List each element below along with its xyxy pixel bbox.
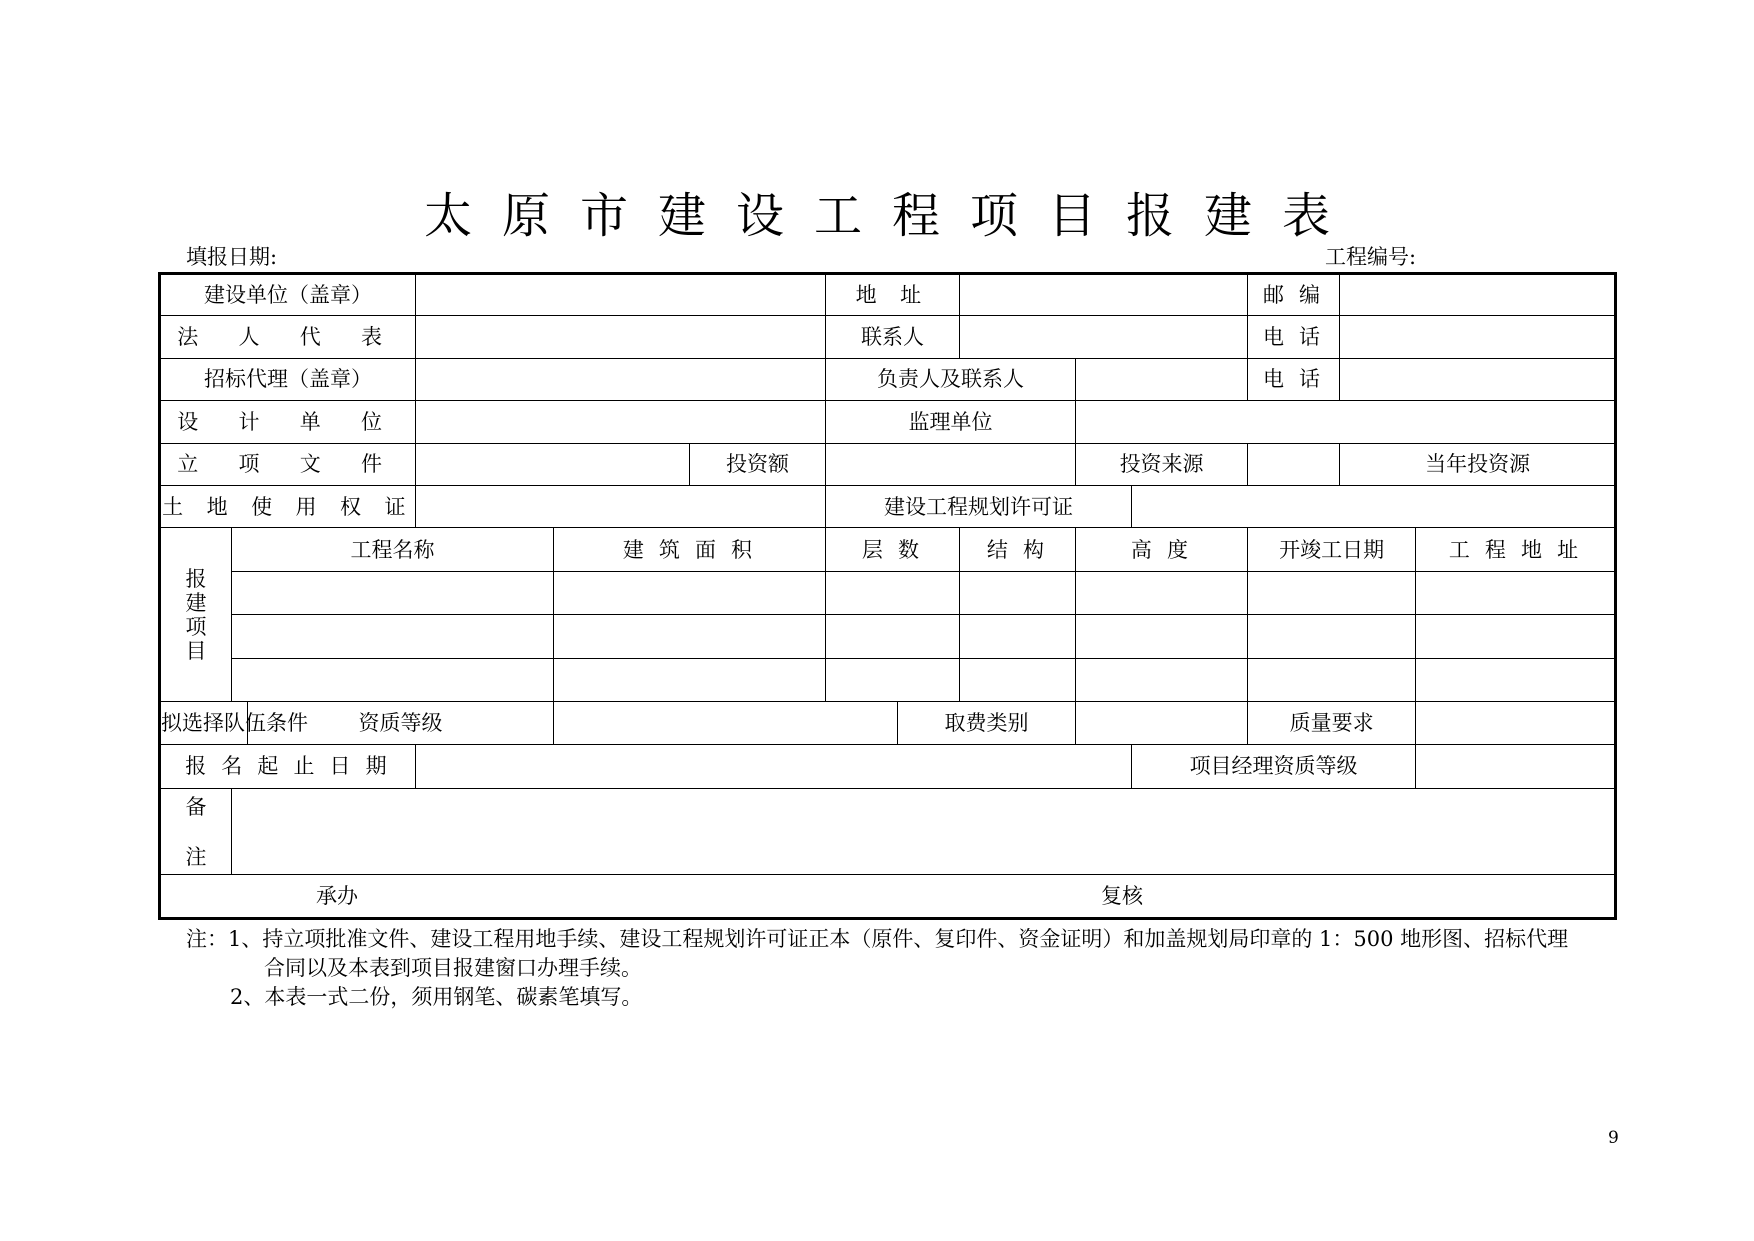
fee-type-field[interactable] bbox=[1076, 701, 1248, 744]
page-number: 9 bbox=[1608, 1128, 1619, 1148]
builder-label: 建设单位（盖章） bbox=[160, 274, 416, 316]
address-field[interactable] bbox=[960, 274, 1248, 316]
invest-source-label: 投资来源 bbox=[1076, 443, 1248, 485]
team-conditions-label: 拟选择队伍条件 bbox=[160, 701, 248, 744]
signup-dates-field[interactable] bbox=[416, 745, 1132, 788]
planning-permit-field[interactable] bbox=[1132, 485, 1616, 527]
pm-qualification-label: 项目经理资质等级 bbox=[1132, 745, 1416, 788]
qualification-label: 资质等级 bbox=[248, 701, 554, 744]
site-cell[interactable] bbox=[1416, 571, 1616, 614]
height-cell[interactable] bbox=[1076, 615, 1248, 658]
structure-cell[interactable] bbox=[960, 571, 1076, 614]
dates-cell[interactable] bbox=[1248, 658, 1416, 701]
project-number-label: 工程编号: bbox=[1325, 245, 1417, 269]
site-cell[interactable] bbox=[1416, 658, 1616, 701]
dates-cell[interactable] bbox=[1248, 615, 1416, 658]
contact-field[interactable] bbox=[960, 316, 1248, 358]
signup-dates-label: 报 名 起 止 日 期 bbox=[160, 745, 416, 788]
area-cell[interactable] bbox=[554, 571, 826, 614]
col-floors: 层 数 bbox=[826, 528, 960, 571]
agent-contact-field[interactable] bbox=[1076, 358, 1248, 400]
col-structure: 结 构 bbox=[960, 528, 1076, 571]
registration-form-table bbox=[158, 272, 1617, 920]
height-cell[interactable] bbox=[1076, 571, 1248, 614]
phone-field[interactable] bbox=[1340, 316, 1616, 358]
postcode-field[interactable] bbox=[1340, 274, 1616, 316]
fee-type-label: 取费类别 bbox=[898, 701, 1076, 744]
form-title: 太原市建设工程项目报建表 bbox=[423, 188, 1360, 244]
investment-field[interactable] bbox=[826, 443, 1076, 485]
col-project-name: 工程名称 bbox=[232, 528, 554, 571]
supervisor-field[interactable] bbox=[1076, 401, 1616, 443]
note-line-3: 2、本表一式二份，须用钢笔、碳素笔填写。 bbox=[230, 985, 643, 1009]
sign-off-row bbox=[160, 875, 1616, 919]
structure-cell[interactable] bbox=[960, 615, 1076, 658]
note-line-2: 合同以及本表到项目报建窗口办理手续。 bbox=[264, 956, 642, 980]
annual-invest-label: 当年投资源 bbox=[1340, 443, 1616, 485]
planning-permit-label: 建设工程规划许可证 bbox=[826, 485, 1132, 527]
invest-source-field[interactable] bbox=[1248, 443, 1340, 485]
area-cell[interactable] bbox=[554, 658, 826, 701]
floors-cell[interactable] bbox=[826, 571, 960, 614]
agent-field[interactable] bbox=[416, 358, 826, 400]
phone-label: 电 话 bbox=[1248, 316, 1340, 358]
land-cert-label: 土 地 使 用 权 证 bbox=[160, 485, 416, 527]
builder-field[interactable] bbox=[416, 274, 826, 316]
area-cell[interactable] bbox=[554, 615, 826, 658]
height-cell[interactable] bbox=[1076, 658, 1248, 701]
approval-label: 立 项 文 件 bbox=[160, 443, 416, 485]
address-label: 地 址 bbox=[826, 274, 960, 316]
project-name-cell[interactable] bbox=[232, 658, 554, 701]
col-dates: 开竣工日期 bbox=[1248, 528, 1416, 571]
postcode-label: 邮 编 bbox=[1248, 274, 1340, 316]
approval-field[interactable] bbox=[416, 443, 690, 485]
contact-label: 联系人 bbox=[826, 316, 960, 358]
col-height: 高 度 bbox=[1076, 528, 1248, 571]
col-site: 工 程 地 址 bbox=[1416, 528, 1616, 571]
supervisor-label: 监理单位 bbox=[826, 401, 1076, 443]
agent-phone-field[interactable] bbox=[1340, 358, 1616, 400]
project-items-label: 报 建 项 目 bbox=[160, 528, 232, 702]
notes-block bbox=[186, 925, 1626, 1012]
handler-label: 承办 bbox=[316, 884, 358, 909]
land-cert-field[interactable] bbox=[416, 485, 826, 527]
project-name-cell[interactable] bbox=[232, 615, 554, 658]
designer-field[interactable] bbox=[416, 401, 826, 443]
agent-contact-label: 负责人及联系人 bbox=[826, 358, 1076, 400]
col-area: 建 筑 面 积 bbox=[554, 528, 826, 571]
legal-rep-field[interactable] bbox=[416, 316, 826, 358]
remarks-label: 备 注 bbox=[160, 788, 232, 875]
pm-qualification-field[interactable] bbox=[1416, 745, 1616, 788]
reviewer-label: 复核 bbox=[1101, 884, 1143, 909]
quality-field[interactable] bbox=[1416, 701, 1616, 744]
floors-cell[interactable] bbox=[826, 658, 960, 701]
note-line-1: 注：1、持立项批准文件、建设工程用地手续、建设工程规划许可证正本（原件、复印件、资金证明）和加盖规划局印章的 1：500 地形图、招标代理 bbox=[186, 927, 1569, 951]
qualification-field[interactable] bbox=[554, 701, 898, 744]
project-name-cell[interactable] bbox=[232, 571, 554, 614]
legal-rep-label: 法 人 代 表 bbox=[160, 316, 416, 358]
investment-label: 投资额 bbox=[690, 443, 826, 485]
dates-cell[interactable] bbox=[1248, 571, 1416, 614]
fill-date-label: 填报日期: bbox=[186, 245, 278, 269]
floors-cell[interactable] bbox=[826, 615, 960, 658]
structure-cell[interactable] bbox=[960, 658, 1076, 701]
designer-label: 设 计 单 位 bbox=[160, 401, 416, 443]
agent-phone-label: 电 话 bbox=[1248, 358, 1340, 400]
site-cell[interactable] bbox=[1416, 615, 1616, 658]
quality-label: 质量要求 bbox=[1248, 701, 1416, 744]
agent-label: 招标代理（盖章） bbox=[160, 358, 416, 400]
remarks-field[interactable] bbox=[232, 788, 1616, 875]
